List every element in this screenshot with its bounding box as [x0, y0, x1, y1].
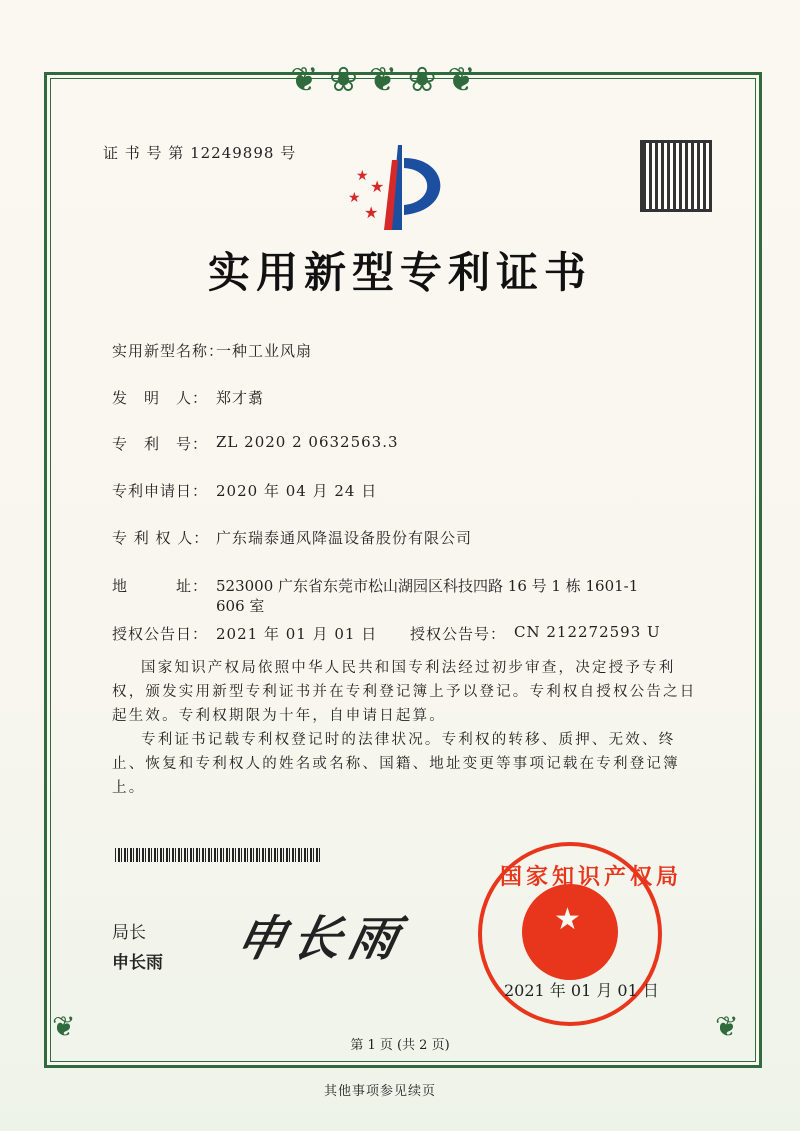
cnipa-logo: [340, 140, 460, 235]
qr-code: [640, 140, 712, 212]
signer-title: 局长: [112, 923, 146, 943]
national-emblem: ★: [522, 884, 618, 980]
field-value: 2020 年 04 月 24 日: [216, 482, 378, 500]
certificate-number: 证 书 号 第 12249898 号: [103, 144, 297, 162]
field-value: 广东瑞泰通风降温设备股份有限公司: [216, 529, 473, 547]
field-value-cont: 606 室: [216, 597, 265, 615]
svg-text:★: ★: [370, 177, 385, 196]
field-value: 郑才翥: [216, 389, 265, 407]
pub-no-value: CN 212272593 U: [514, 623, 661, 641]
svg-text:★: ★: [356, 168, 369, 184]
field-value: 523000 广东省东莞市松山湖园区科技四路 16 号 1 栋 1601-1: [216, 577, 639, 595]
top-ornament: ❦ ❀ ❦ ❀ ❦: [290, 60, 476, 100]
corner-ornament-left: ❦: [52, 1010, 76, 1043]
svg-text:★: ★: [364, 203, 379, 222]
page-info: 第 1 页 (共 2 页): [350, 1038, 450, 1053]
field-label: 地 址：: [112, 577, 209, 595]
svg-text:★: ★: [348, 190, 361, 206]
corner-ornament-right: ❦: [715, 1010, 739, 1043]
field-value: 2021 年 01 月 01 日: [216, 625, 378, 643]
field-value: 一种工业风扇: [216, 342, 313, 360]
field-label: 专 利 权 人：: [112, 529, 210, 547]
field-value: ZL 2020 2 0632563.3: [216, 433, 399, 451]
seal-date: 2021 年 01 月 01 日: [504, 981, 659, 1000]
seal-text: 国家知识产权局: [500, 864, 683, 890]
field-label: 授权公告日：: [112, 625, 209, 643]
paragraph: 专利证书记载专利权登记时的法律状况。专利权的转移、质押、无效、终止、恢复和专利权人的姓名或名称、国籍、地址变更等事项记载在专利登记簿上。: [112, 732, 680, 796]
signer-name: 申长雨: [112, 953, 163, 973]
continued-note: 其他事项参见续页: [323, 1084, 436, 1099]
paragraph: 国家知识产权局依照中华人民共和国专利法经过初步审查，决定授予专利权，颁发实用新型专利证书并在专利登记簿上予以登记。专利权自授权公告之日起生效。专利权期限为十年，自申请日起算。: [112, 660, 697, 724]
page-title: 实用新型专利证书: [207, 248, 592, 297]
barcode: [115, 848, 320, 862]
field-label: 专利申请日：: [112, 482, 209, 500]
pub-no-label: 授权公告号：: [410, 625, 507, 643]
field-label: 实用新型名称：: [112, 342, 225, 360]
field-label: 专 利 号：: [112, 435, 209, 453]
signature: 申长雨: [231, 911, 412, 967]
field-label: 发 明 人：: [112, 389, 209, 407]
